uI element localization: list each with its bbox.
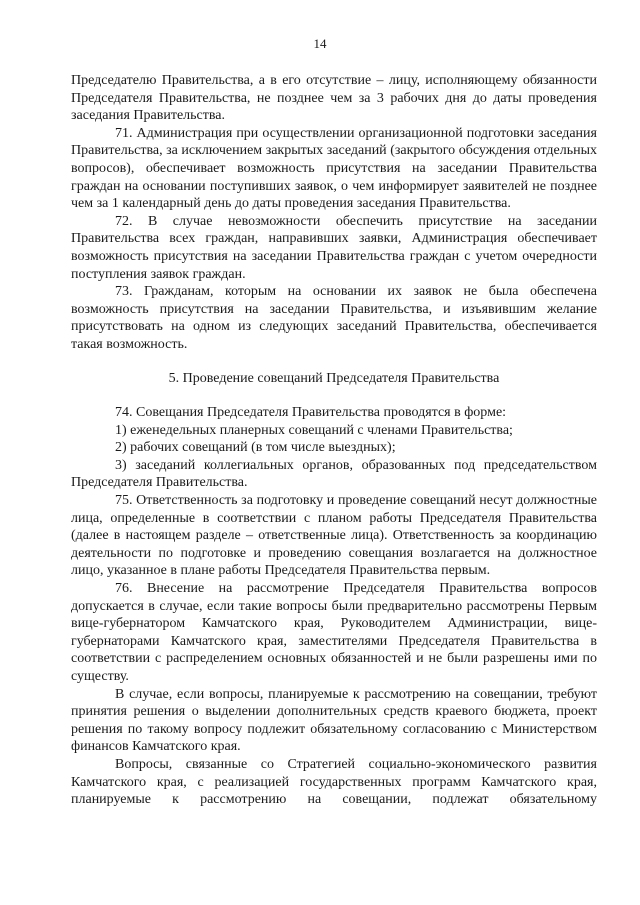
paragraph-71: 71. Администрация при осуществлении организационной подготовки заседания Правительства, за исключением закрытых заседаний (закрытого обсуждения отдельных вопросов), обеспечивает возможность присутствия на заседании Правительства граждан на основании поступивших заявок, о чем информирует заявителей не позднее чем за 1 календарный день до даты проведения заседания Правительства. [71, 125, 597, 212]
paragraph-continuation: Председателю Правительства, а в его отсутствие – лицу, исполняющему обязанности Председателя Правительства, не позднее чем за 3 рабочих дня до даты проведения заседания Правительства. [71, 73, 597, 124]
paragraph-strategy: Вопросы, связанные со Стратегией социально-экономического развития Камчатского края, с реализацией государственных программ Камчатского края, планируемые к рассмотрению на совещании, подлежат обязательному [71, 756, 597, 808]
list-item-2: 2) рабочих совещаний (в том числе выездных); [115, 440, 396, 456]
document-body [71, 72, 597, 809]
paragraph-75: 75. Ответственность за подготовку и проведение совещаний несут должностные лица, определенные в соответствии с планом работы Председателя Правительства (далее в настоящем разделе – ответственные лица). Ответственность за координацию деятельности по подготовке и проведению совещания возлагается на должностное лицо, указанное в плане работы Председателя Правительства первым. [71, 493, 597, 579]
paragraph-72: 72. В случае невозможности обеспечить присутствие на заседании Правительства всех граждан, направивших заявки, Администрация обеспечивает возможность присутствия на заседании Правительства граждан с учетом очередности поступления заявок граждан. [71, 213, 597, 282]
page-number: 14 [313, 36, 327, 51]
paragraph-budget: В случае, если вопросы, планируемые к рассмотрению на совещании, требуют принятия решения о выделении дополнительных средств краевого бюджета, проект решения по такому вопросу подлежит обязательному согласованию с Министерством финансов Камчатского края. [71, 686, 597, 755]
list-item-1: 1) еженедельных планерных совещаний с членами Правительства; [115, 422, 513, 438]
paragraph-74: 74. Совещания Председателя Правительства проводятся в форме: [115, 405, 507, 421]
section-heading: 5. Проведение совещаний Председателя Правительства [168, 370, 500, 386]
paragraph-73: 73. Гражданам, которым на основании их заявок не была обеспечена возможность присутствия на заседании Правительства, и изъявившим желание присутствовать на одном из следующих заседаний Правительства, обеспечивается такая возможность. [71, 284, 597, 352]
paragraph-76: 76. Внесение на рассмотрение Председателя Правительства вопросов допускается в случае, если такие вопросы были предварительно рассмотрены Первым вице-губернатором Камчатского края, Руководителем Администрации, вице-губернаторами Камчатского края, заместителями Председателя Правительства в соответствии с распределением основных обязанностей и не были разрешены ими по существу. [71, 581, 597, 684]
list-item-3: 3) заседаний коллегиальных органов, образованных под председательством Председателя Правительства. [71, 457, 597, 491]
